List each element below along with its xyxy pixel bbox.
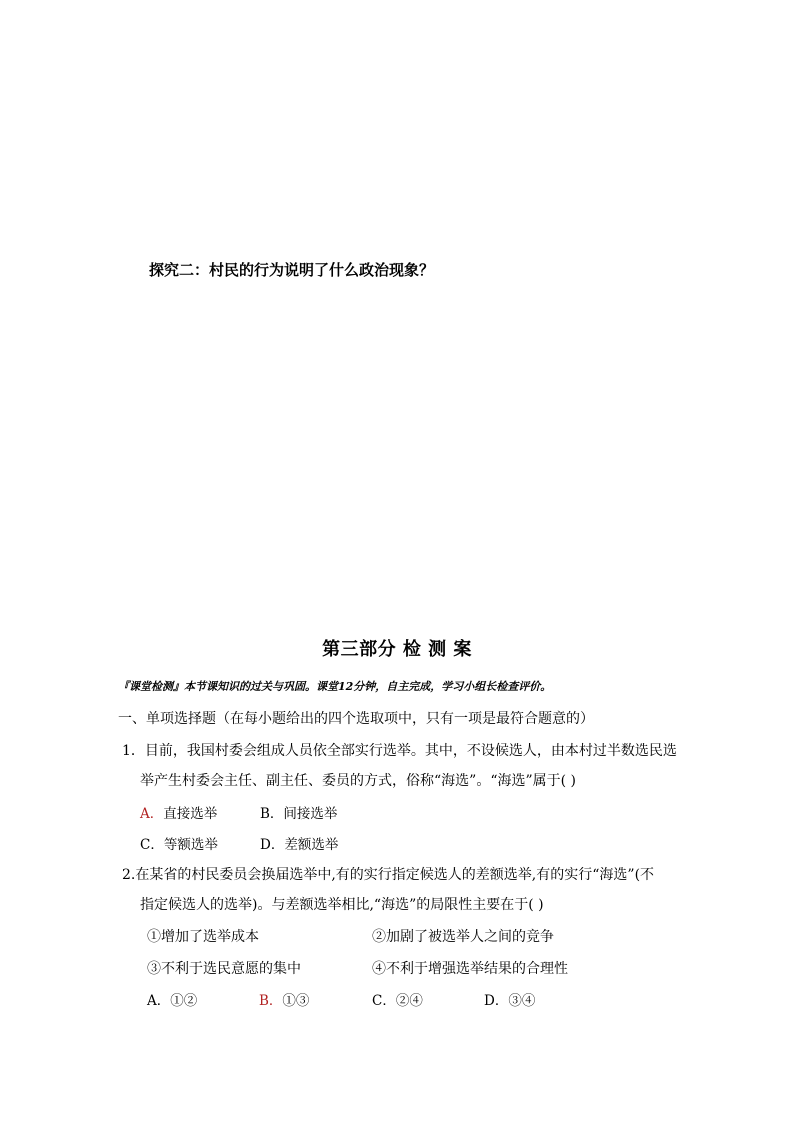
part-heading-single-choice: 一、单项选择题（在每小题给出的四个选取项中，只有一项是最符合题意的） [118,711,594,727]
classroom-note: 『课堂检测』本节课知识的过关与巩固。课堂12分钟，自主完成，学习小组长检查评价。 [118,680,552,693]
question-1-line-1: 1．目前，我国村委会组成人员依全部实行选举。其中，不设候选人，由本村过半数选民选 [122,743,677,759]
option-letter: D． [484,993,509,1009]
option-text: ③④ [508,993,536,1009]
section-title: 第三部分 检 测 案 [322,639,472,660]
option-letter: D． [260,837,285,853]
question-2-statement-4: ④不利于增强选举结果的合理性 [372,961,568,977]
question-2-option-a [147,989,197,1009]
question-1-option-a [140,802,217,822]
question-2-option-c [372,989,423,1009]
option-letter: C． [372,993,396,1009]
option-text: 直接选举 [163,806,218,822]
option-letter: B． [259,993,283,1009]
option-letter: C． [140,837,164,853]
question-1-option-b [260,802,337,822]
question-1-option-c [140,833,218,853]
option-text: ①② [170,993,198,1009]
option-text: 间接选举 [283,806,338,822]
question-2-line-2: 指定候选人的选举)。与差额选举相比,“海选”的局限性主要在于( ) [140,897,544,913]
option-text: 差额选举 [284,837,339,853]
question-2-option-b [259,989,309,1009]
question-2-statement-3: ③不利于选民意愿的集中 [147,961,301,977]
question-2-statement-1: ①增加了选举成本 [147,929,259,945]
question-2-option-d [484,989,535,1009]
option-text: 等额选举 [163,837,218,853]
question-2-line-1: 2.在某省的村民委员会换届选举中,有的实行指定候选人的差额选举,有的实行“海选”(不 [122,867,655,883]
question-2-statement-2: ②加剧了被选举人之间的竞争 [372,929,554,945]
option-text: ①③ [282,993,310,1009]
explore-2-title: 探究二：村民的行为说明了什么政治现象？ [149,261,435,279]
question-1-option-d [260,833,338,853]
option-text: ②④ [395,993,423,1009]
option-letter: A． [140,806,164,822]
option-letter: B． [260,806,284,822]
option-letter: A． [147,993,171,1009]
question-1-line-2: 举产生村委会主任、副主任、委员的方式，俗称“海选”。“海选”属于( ) [140,773,577,789]
